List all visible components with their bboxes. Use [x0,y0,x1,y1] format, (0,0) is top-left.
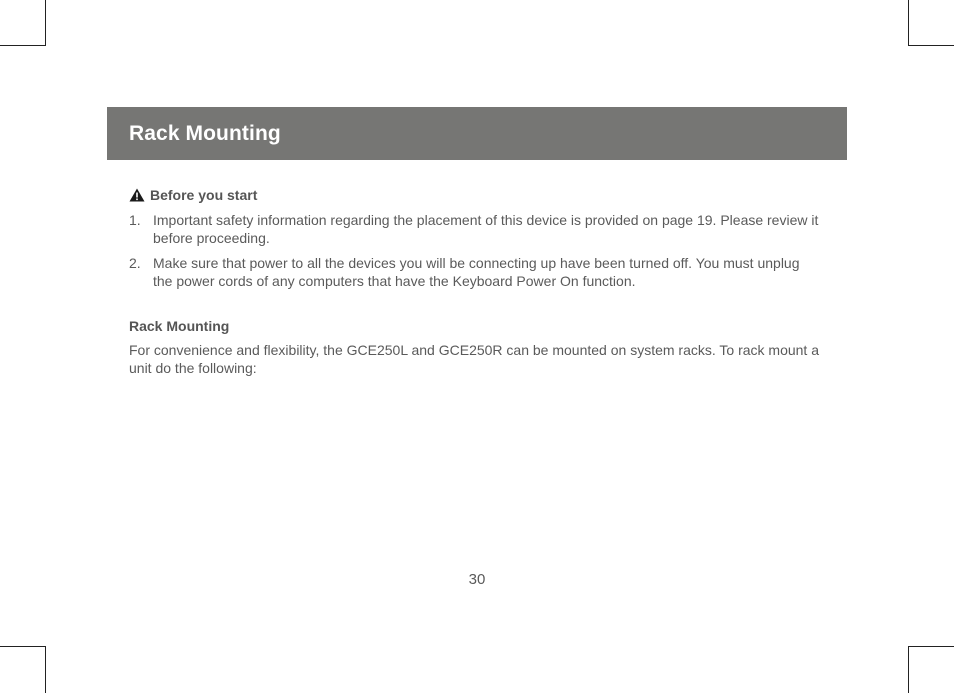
page-number: 30 [468,571,486,588]
warning-title: Before you start [150,187,258,203]
warning-triangle-icon [129,188,145,202]
section-heading: Rack Mounting [129,318,230,334]
crop-mark-bottom-right [908,646,954,693]
list-item-number: 2. [129,255,141,271]
list-item-text: Important safety information regarding the placement of this device is provided on page 19. Please review it before proceeding. [153,212,819,246]
crop-mark-top-left [0,0,46,46]
list-item-number: 1. [129,212,141,228]
list-item [129,211,819,247]
steps-list [129,211,819,290]
list-item-text: Make sure that power to all the devices you will be connecting up have been turned off. You must unplug the power cords of any computers that have the Keyboard Power On function. [153,255,800,289]
crop-mark-top-right [908,0,954,46]
page-content [129,186,819,377]
list-item [129,254,819,290]
page-title: Rack Mounting [129,121,281,145]
crop-mark-bottom-left [0,646,46,693]
warning-heading [129,186,819,204]
section-header-bar [107,107,847,160]
section-paragraph: For convenience and flexibility, the GCE250L and GCE250R can be mounted on system racks. To rack mount a unit do the following: [129,342,819,376]
